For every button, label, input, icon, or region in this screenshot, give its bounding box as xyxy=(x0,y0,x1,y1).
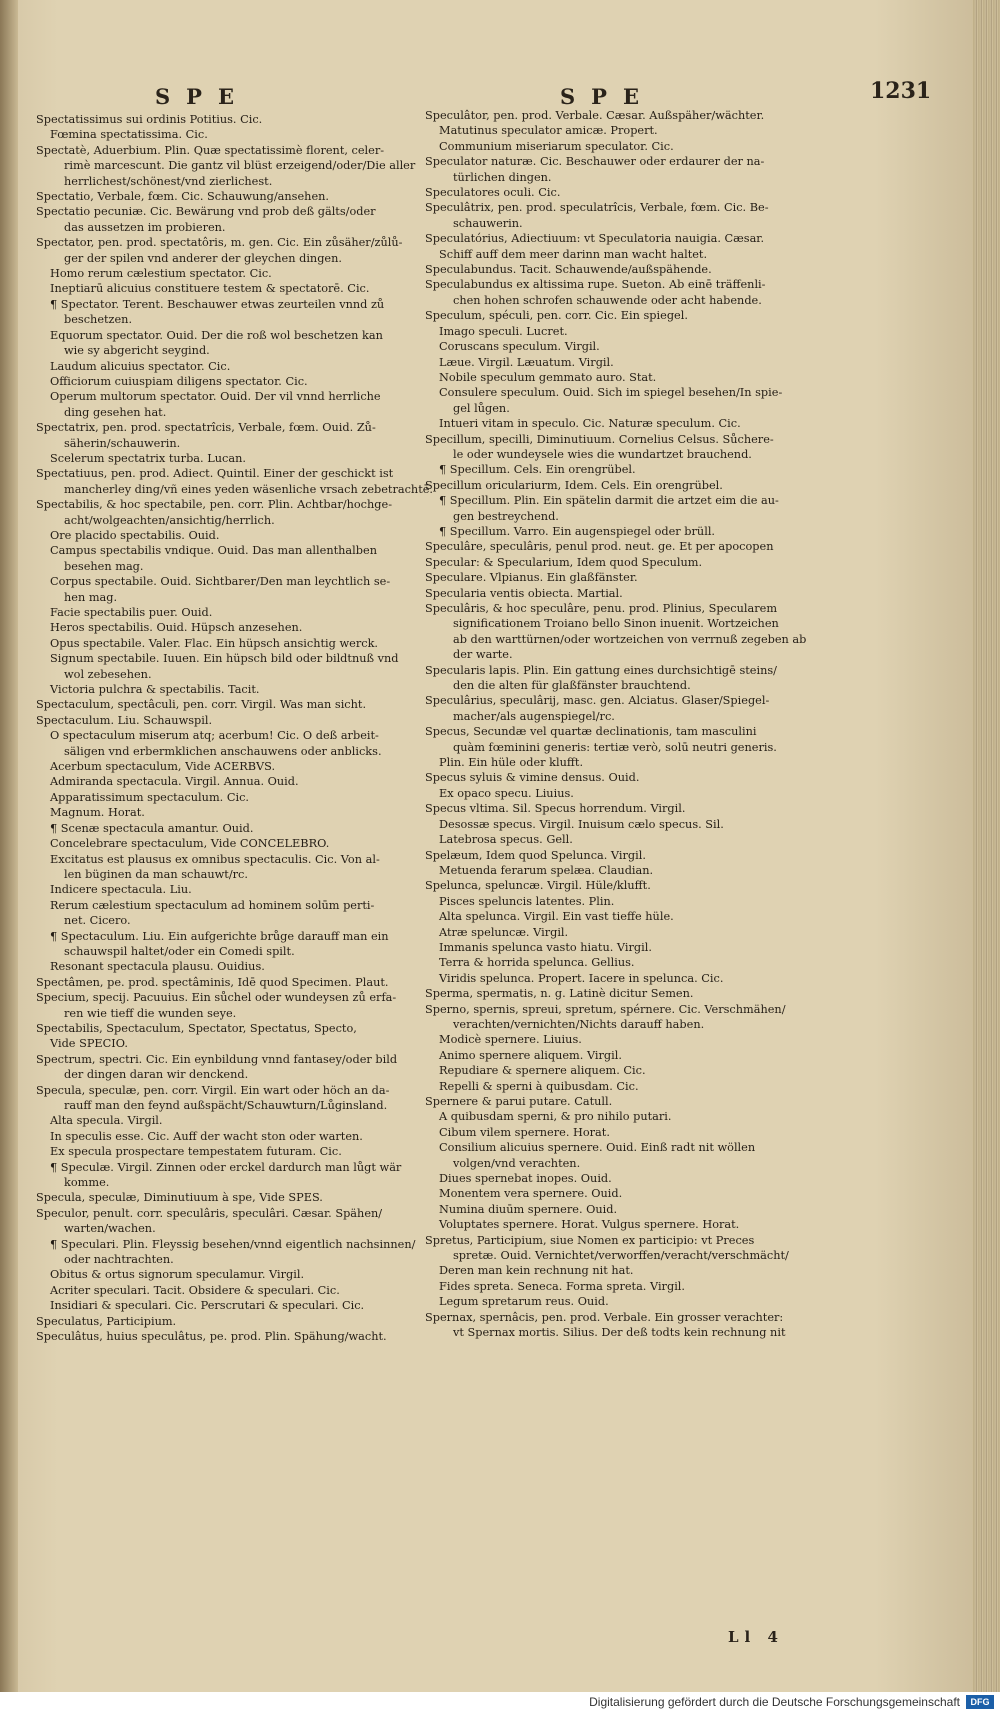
text-line: säherin/schauwerin. xyxy=(64,436,181,450)
text-line: Homo rerum cælestium spectator. Cic. xyxy=(50,267,272,281)
text-line: Spectaculum, spectâculi, pen. corr. Virgil. Was man sicht. xyxy=(36,698,367,712)
text-line: ¶ Specillum. Cels. Ein orengrübel. xyxy=(439,463,636,477)
text-line: den die alten für glaßfänster brauchtend. xyxy=(453,679,691,693)
text-line: Spectâmen, pe. prod. spectâminis, Idē quod Specimen. Plaut. xyxy=(36,975,389,989)
text-line: Spectator, pen. prod. spectatôris, m. gen. Cic. Ein zůsäher/zůlů- xyxy=(36,236,403,250)
text-line: Opus spectabile. Valer. Flac. Ein hüpsch ansichtig werck. xyxy=(50,636,379,650)
text-line: net. Cicero. xyxy=(64,914,131,928)
text-line: Speculatórius, Adiectiuum: vt Speculatoria nauigia. Cæsar. xyxy=(425,232,765,246)
text-line: Ex specula prospectare tempestatem futuram. Cic. xyxy=(50,1145,342,1159)
text-line: ¶ Specillum. Plin. Ein spätelin darmit die artzet eim die au- xyxy=(439,494,779,508)
text-line: Imago speculi. Lucret. xyxy=(439,324,568,338)
text-line: Spernax, spernâcis, pen. prod. Verbale. Ein grosser verachter: xyxy=(425,1310,784,1324)
text-line: Speculârius, speculârij, masc. gen. Alciatus. Glaser/Spiegel- xyxy=(425,694,770,708)
text-line: Speculâtus, huius speculâtus, pe. prod. Plin. Spähung/wacht. xyxy=(36,1330,387,1344)
text-line: oder nachtrachten. xyxy=(64,1253,174,1267)
text-line: Specium, specij. Pacuuius. Ein sůchel oder wundeysen zů erfa- xyxy=(36,991,397,1005)
text-line: beschetzen. xyxy=(64,313,133,327)
text-line: Heros spectabilis. Ouid. Hüpsch anzesehen. xyxy=(50,621,303,635)
text-line: Spernere & parui putare. Catull. xyxy=(425,1095,613,1108)
text-line: spretæ. Ouid. Vernichtet/verworffen/veracht/verschmächt/ xyxy=(453,1249,789,1263)
text-line: mancherley ding/vñ eines yeden wäsenliche vrsach zebetrachtē. xyxy=(64,482,434,496)
footer-bar xyxy=(0,1692,1000,1712)
text-line: Speculum, spéculi, pen. corr. Cic. Ein spiegel. xyxy=(425,309,688,323)
page-number: 1231 xyxy=(870,78,932,104)
text-line: Spectatè, Aduerbium. Plin. Quæ spectatissimè florent, celer- xyxy=(36,143,385,157)
text-line: Communium miseriarum speculator. Cic. xyxy=(439,139,674,153)
text-line: Spectatrix, pen. prod. spectatrîcis, Verbale, fœm. Ouid. Zů- xyxy=(36,421,376,435)
text-line: Operum multorum spectator. Ouid. Der vil vnnd herrliche xyxy=(50,390,381,404)
text-line: ¶ Specillum. Varro. Ein augenspiegel oder brüll. xyxy=(439,524,716,538)
text-line: Specularis lapis. Plin. Ein gattung eines durchsichtigē steins/ xyxy=(425,663,777,677)
text-line: Pisces speluncis latentes. Plin. xyxy=(439,894,615,908)
text-line: Victoria pulchra & spectabilis. Tacit. xyxy=(50,683,260,697)
text-line: chen hohen schrofen schauwende oder acht habende. xyxy=(453,293,762,307)
text-line: Metuenda ferarum spelæa. Claudian. xyxy=(439,863,654,877)
text-line: ¶ Spectaculum. Liu. Ein aufgerichte brůge darauff man ein xyxy=(50,929,389,943)
running-header-right: SPE xyxy=(560,84,655,109)
text-line: Fides spreta. Seneca. Forma spreta. Virgil. xyxy=(439,1279,686,1293)
text-line: Alta spelunca. Virgil. Ein vast tieffe hüle. xyxy=(439,910,674,924)
text-line: A quibusdam sperni, & pro nihilo putari. xyxy=(439,1110,672,1124)
text-line: Spretus, Participium, siue Nomen ex participio: vt Preces xyxy=(425,1233,755,1247)
text-line: Specus vltima. Sil. Specus horrendum. Virgil. xyxy=(425,802,686,816)
text-line: Spectatio, Verbale, fœm. Cic. Schauwung/ansehen. xyxy=(36,190,329,204)
text-line: ¶ Speculari. Plin. Fleyssig besehen/vnnd eigentlich nachsinnen/ xyxy=(50,1237,416,1251)
text-line: Ore placido spectabilis. Ouid. xyxy=(50,528,220,542)
text-line: Spectatissimus sui ordinis Potitius. Cic. xyxy=(36,113,263,126)
text-line: herrlichest/schönest/vnd zierlichest. xyxy=(64,174,273,188)
text-line: Specular: & Specularium, Idem quod Speculum. xyxy=(425,555,703,569)
text-line: Acerbum spectaculum, Vide ACERBVS. xyxy=(50,760,276,774)
text-line: Voluptates spernere. Horat. Vulgus spernere. Horat. xyxy=(439,1218,740,1232)
text-line: rauff man den feynd außspächt/Schauwturn/Lůginsland. xyxy=(64,1099,388,1112)
right-column xyxy=(425,108,835,1341)
text-line: rimè marcescunt. Die gantz vil blüst erzeigend/oder/Die aller xyxy=(64,159,416,173)
text-line: Obitus & ortus signorum speculamur. Virgil. xyxy=(50,1268,305,1282)
text-line: Specularia ventis obiecta. Martial. xyxy=(425,586,623,600)
text-line: Atræ speluncæ. Virgil. xyxy=(439,925,569,939)
text-line: Consilium alicuius spernere. Ouid. Einß radt nit wöllen xyxy=(439,1141,756,1155)
text-line: Signum spectabile. Iuuen. Ein hüpsch bild oder bildtnuß vnd xyxy=(50,652,399,666)
text-line: wie sy abgericht seygind. xyxy=(64,344,210,358)
text-line: Repelli & sperni à quibusdam. Cic. xyxy=(439,1079,639,1093)
text-line: Intueri vitam in speculo. Cic. Naturæ speculum. Cic. xyxy=(439,417,741,431)
text-line: Speculabundus. Tacit. Schauwende/außspähende. xyxy=(425,263,712,277)
text-line: Magnum. Horat. xyxy=(50,806,145,820)
text-line: Ex opaco specu. Liuius. xyxy=(439,786,574,800)
text-line: Viridis spelunca. Propert. Iacere in spelunca. Cic. xyxy=(439,971,724,985)
text-line: Specus, Secundæ vel quartæ declinationis, tam masculini xyxy=(425,725,757,739)
text-line: Speculatus, Participium. xyxy=(36,1314,177,1328)
text-line: Ineptiarū alicuius constituere testem & spectatorē. Cic. xyxy=(50,282,370,296)
text-line: Spectatio pecuniæ. Cic. Bewärung vnd prob deß gälts/oder xyxy=(36,205,376,219)
text-line: volgen/vnd verachten. xyxy=(453,1156,581,1170)
text-line: türlichen dingen. xyxy=(453,170,552,184)
text-line: ¶ Speculæ. Virgil. Zinnen oder erckel dardurch man lůgt wär xyxy=(50,1160,402,1174)
funding-notice: Digitalisierung gefördert durch die Deutsche Forschungsgemeinschaft xyxy=(589,1695,960,1709)
text-line: Spelæum, Idem quod Spelunca. Virgil. xyxy=(425,848,646,862)
text-line: der warte. xyxy=(453,648,513,662)
text-line: Latebrosa specus. Gell. xyxy=(439,833,573,847)
text-line: Speculâris, & hoc speculâre, penu. prod. Plinius, Specularem xyxy=(425,602,778,615)
text-line: Spectatiuus, pen. prod. Adiect. Quintil. Einer der geschickt ist xyxy=(36,467,394,481)
text-line: Campus spectabilis vndique. Ouid. Das man allenthalben xyxy=(50,544,377,558)
text-line: Specus syluis & vimine densus. Ouid. xyxy=(425,771,640,785)
text-line: Immanis spelunca vasto hiatu. Virgil. xyxy=(439,940,652,954)
text-line: Sperno, spernis, spreui, spretum, spérnere. Cic. Verschmähen/ xyxy=(425,1002,786,1016)
text-line: gel lůgen. xyxy=(453,401,510,415)
page-stack-edge xyxy=(972,0,1000,1712)
text-line: Speculare. Vlpianus. Ein glaßfänster. xyxy=(425,571,638,585)
text-line: Coruscans speculum. Virgil. xyxy=(439,340,600,354)
text-line: In speculis esse. Cic. Auff der wacht ston oder warten. xyxy=(50,1129,363,1143)
text-line: Speculâtor, pen. prod. Verbale. Cæsar. Außspäher/wächter. xyxy=(425,109,765,122)
text-line: le oder wundeysele wies die wundartzet brauchend. xyxy=(453,447,752,461)
text-line: Facie spectabilis puer. Ouid. xyxy=(50,606,213,619)
text-line: ding gesehen hat. xyxy=(64,405,167,419)
text-line: warten/wachen. xyxy=(64,1222,156,1236)
text-line: Sperma, spermatis, n. g. Latinè dicitur Semen. xyxy=(425,987,694,1001)
text-line: Modicè spernere. Liuius. xyxy=(439,1033,582,1047)
text-line: Fœmina spectatissima. Cic. xyxy=(50,128,208,142)
text-line: Corpus spectabile. Ouid. Sichtbarer/Den man leychtlich se- xyxy=(50,575,391,589)
text-line: Admiranda spectacula. Virgil. Annua. Ouid. xyxy=(50,775,299,789)
left-column xyxy=(36,112,444,1345)
text-line: besehen mag. xyxy=(64,559,144,573)
text-line: Speculatores oculi. Cic. xyxy=(425,186,561,200)
text-line: Specillum, specilli, Diminutiuum. Cornelius Celsus. Sůchere- xyxy=(425,432,774,446)
text-line: ren wie tieff die wunden seye. xyxy=(64,1006,237,1020)
running-header-left: SPE xyxy=(155,84,250,109)
text-line: Terra & horrida spelunca. Gellius. xyxy=(439,956,635,970)
text-line: Laudum alicuius spectator. Cic. xyxy=(50,359,231,373)
text-line: O spectaculum miserum atq; acerbum! Cic. O deß arbeit- xyxy=(50,729,379,743)
text-line: Indicere spectacula. Liu. xyxy=(50,883,192,897)
text-line: Nobile speculum gemmato auro. Stat. xyxy=(439,370,657,384)
text-line: ger der spilen vnd anderer der gleychen dingen. xyxy=(64,251,342,265)
text-line: Speculabundus ex altissima rupe. Sueton. Ab einē träffenli- xyxy=(425,278,766,292)
text-line: Schiff auff dem meer darinn man wacht haltet. xyxy=(439,247,708,261)
text-line: significationem Troiano bello Sinon inuenit. Wortzeichen xyxy=(453,617,779,631)
text-line: Speculâre, speculâris, penul prod. neut. ge. Et per apocopen xyxy=(425,540,774,554)
text-line: Spectabilis, & hoc spectabile, pen. corr. Plin. Achtbar/hochge- xyxy=(36,498,393,512)
book-gutter xyxy=(0,0,18,1712)
text-line: len büginen da man schauwt/rc. xyxy=(64,867,248,881)
text-line: Officiorum cuiuspiam diligens spectator. Cic. xyxy=(50,374,308,388)
text-line: säligen vnd erbermklichen anschauwens oder anblicks. xyxy=(64,744,382,758)
text-line: Cibum vilem spernere. Horat. xyxy=(439,1125,610,1139)
text-line: schauwspil haltet/oder ein Comedi spilt. xyxy=(64,944,295,958)
text-line: Animo spernere aliquem. Virgil. xyxy=(439,1048,622,1062)
text-line: Repudiare & spernere aliquem. Cic. xyxy=(439,1064,646,1078)
text-line: Speculor, penult. corr. speculâris, speculâri. Cæsar. Spähen/ xyxy=(36,1206,383,1220)
text-line: Specula, speculæ, Diminutiuum à spe, Vide SPES. xyxy=(36,1191,323,1205)
text-line: Diues spernebat inopes. Ouid. xyxy=(439,1172,612,1186)
text-line: Legum spretarum reus. Ouid. xyxy=(439,1295,609,1309)
text-line: Spectrum, spectri. Cic. Ein eynbildung vnnd fantasey/oder bild xyxy=(36,1052,398,1066)
text-line: ¶ Spectator. Terent. Beschauwer etwas zeurteilen vnnd zů xyxy=(50,297,385,311)
text-line: Specillum oriculariurm, Idem. Cels. Ein orengrübel. xyxy=(425,478,723,492)
text-line: Vide SPECIO. xyxy=(50,1037,128,1051)
text-line: Insidiari & speculari. Cic. Perscrutari & speculari. Cic. xyxy=(50,1299,365,1313)
text-line: verachten/vernichten/Nichts darauff haben. xyxy=(453,1017,705,1031)
text-line: Spectabilis, Spectaculum, Spectator, Spectatus, Specto, xyxy=(36,1021,357,1035)
text-line: Plin. Ein hüle oder klufft. xyxy=(439,756,584,770)
text-line: komme. xyxy=(64,1176,110,1190)
text-line: Apparatissimum spectaculum. Cic. xyxy=(50,790,250,804)
text-line: ab den warttürnen/oder wortzeichen von verrnuß zegeben ab xyxy=(453,632,807,646)
text-line: Rerum cælestium spectaculum ad hominem solūm perti- xyxy=(50,898,375,912)
text-line: Consulere speculum. Ouid. Sich im spiegel besehen/In spie- xyxy=(439,386,783,400)
text-line: Resonant spectacula plausu. Ouidius. xyxy=(50,960,265,974)
text-line: wol zebesehen. xyxy=(64,667,152,681)
text-line: schauwerin. xyxy=(453,216,523,230)
signature-mark: Ll 4 xyxy=(728,1628,784,1646)
dfg-logo: DFG xyxy=(966,1695,994,1709)
text-line: macher/als augenspiegel/rc. xyxy=(453,709,615,723)
text-line: Numina diuūm spernere. Ouid. xyxy=(439,1202,618,1216)
text-line: Læue. Virgil. Læuatum. Virgil. xyxy=(439,355,614,369)
text-line: ¶ Scenæ spectacula amantur. Ouid. xyxy=(50,821,254,835)
text-line: Concelebrare spectaculum, Vide CONCELEBRO. xyxy=(50,837,330,851)
text-line: Desossæ specus. Virgil. Inuisum cælo specus. Sil. xyxy=(439,817,724,831)
text-line: Matutinus speculator amicæ. Propert. xyxy=(439,124,658,138)
text-line: vt Spernax mortis. Silius. Der deß todts kein rechnung nit xyxy=(453,1326,786,1340)
text-line: hen mag. xyxy=(64,590,118,604)
text-line: Speculâtrix, pen. prod. speculatrîcis, Verbale, fœm. Cic. Be- xyxy=(425,201,769,215)
text-line: Excitatus est plausus ex omnibus spectaculis. Cic. Von al- xyxy=(50,852,380,866)
text-line: acht/wolgeachten/ansichtig/herrlich. xyxy=(64,513,275,527)
text-line: Spelunca, speluncæ. Virgil. Hüle/klufft. xyxy=(425,879,651,893)
text-line: Equorum spectator. Ouid. Der die roß wol beschetzen kan xyxy=(50,328,383,342)
text-line: quàm fœminini generis: tertiæ verò, solū neutri generis. xyxy=(453,740,777,754)
text-line: Monentem vera spernere. Ouid. xyxy=(439,1187,623,1201)
text-line: Scelerum spectatrix turba. Lucan. xyxy=(50,451,246,465)
text-line: Deren man kein rechnung nit hat. xyxy=(439,1264,634,1278)
text-line: der dingen daran wir denckend. xyxy=(64,1068,249,1082)
text-line: Speculator naturæ. Cic. Beschauwer oder erdaurer der na- xyxy=(425,155,765,169)
text-line: gen bestreychend. xyxy=(453,509,559,523)
text-line: das aussetzen im probieren. xyxy=(64,220,226,234)
text-line: Alta specula. Virgil. xyxy=(50,1114,163,1128)
text-line: Spectaculum. Liu. Schauwspil. xyxy=(36,713,213,727)
text-line: Specula, speculæ, pen. corr. Virgil. Ein wart oder höch an da- xyxy=(36,1083,390,1097)
text-line: Acriter speculari. Tacit. Obsidere & speculari. Cic. xyxy=(50,1283,340,1297)
